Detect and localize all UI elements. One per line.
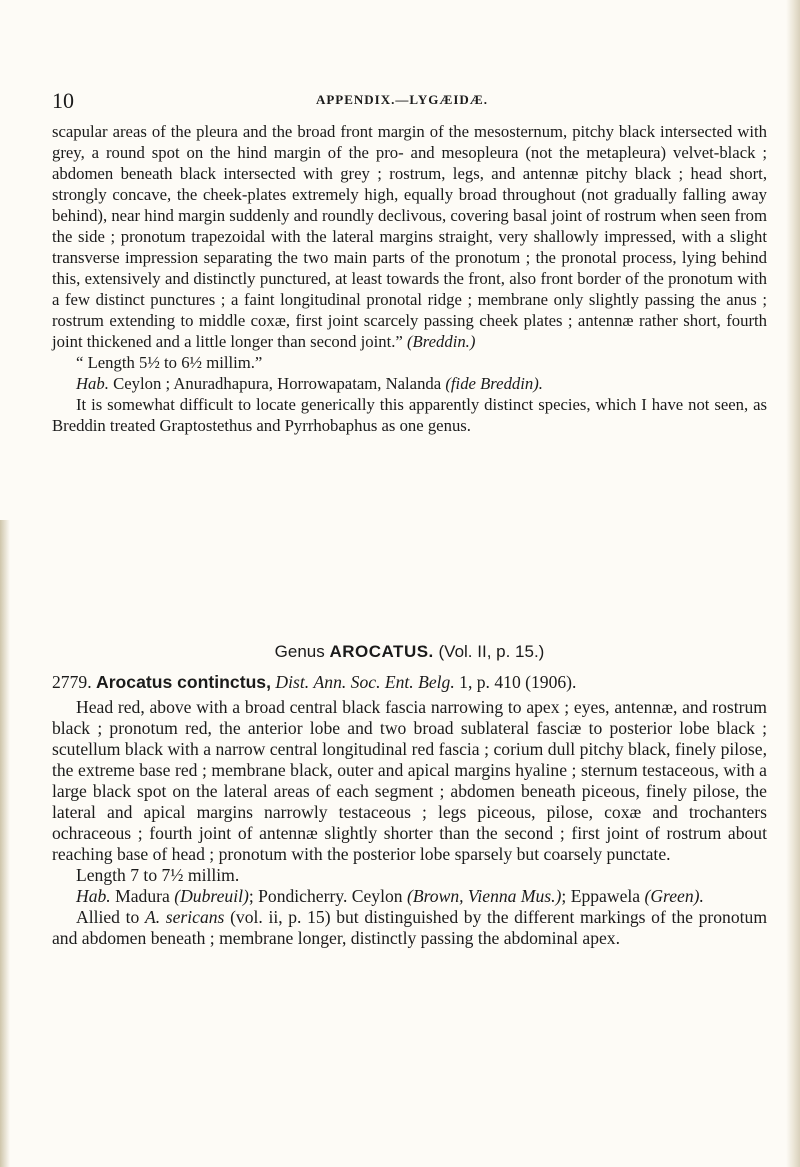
genus-heading: Genus AROCATUS. (Vol. II, p. 15.) (274, 642, 545, 661)
running-head: APPENDIX.—LYGÆIDÆ. (315, 92, 489, 107)
arocatus-section (52, 672, 767, 949)
pyrrhobaphus-section (52, 121, 767, 436)
species-name: Arocatus continctus, (96, 672, 271, 692)
page-number: 10 (52, 88, 74, 113)
length-line: “ Length 5½ to 6½ millim.” (76, 353, 263, 372)
length-line: Length 7 to 7½ millim. (76, 865, 240, 885)
citation: (Breddin.) (406, 332, 476, 351)
habitat-line: Hab. Ceylon ; Anuradhapura, Horrowapatam, Nalanda (fide Breddin). (76, 374, 543, 393)
page-edge-shadow-left (0, 520, 10, 1167)
genus-name: AROCATUS. (329, 642, 434, 661)
species-description: Head red, above with a broad central black fascia narrowing to apex ; eyes, antennæ, and rostrum black ; pronotum red, the anterior lobe and two broad sublateral fasciæ to posterior lobe black ; scutellum black with a narrow central longitudinal red fascia ; corium dull pitchy black, finely pilose, the extreme base red ; membrane black, outer and apical margins hyaline ; sternum testaceous, with a large black spot on the lateral areas of each segment ; abdomen beneath piceous, finely pilose, the lateral and apical margins narrowly testaceous ; legs piceous, pilose, coxæ and trochanters ochraceous ; fourth joint of antennæ slightly shorter than the second ; first joint of rostrum about reaching base of head ; pronotum with the posterior lobe sparsely but coarsely punctate. (52, 697, 767, 864)
page-edge-shadow-right (786, 0, 800, 1167)
habitat-line: Hab. Madura (Dubreuil); Pondicherry. Ceylon (Brown, Vienna Mus.); Eppawela (Green). (76, 886, 704, 906)
remark-paragraph: It is somewhat difficult to locate generically this apparently distinct species, which I have not seen, as Breddin treated Graptostethus and Pyrrhobaphus as one genus. (52, 395, 767, 435)
page-header (52, 88, 752, 112)
species-entry-heading: 2779. Arocatus continctus, Dist. Ann. Soc. Ent. Belg. 1, p. 410 (1906). (52, 672, 577, 692)
description-continued: scapular areas of the pleura and the broad front margin of the mesosternum, pitchy black intersected with grey, a round spot on the hind margin of the pro- and mesopleura (not the metapleura) velvet-black ; abdomen beneath black intersected with grey ; rostrum, legs, and antennæ pitchy black ; head short, strongly concave, the cheek-plates extremely high, equally broad throughout (not gradually falling away behind), near hind margin suddenly and roundly declivous, covering basal joint of rostrum when seen from the side ; pronotum trapezoidal with the lateral margins straight, very shallowly impressed, with a slight transverse impression separating the two main parts of the pronotum ; the pronotal process, lying behind this, extensively and distinctly punctured, at least towards the front, also front border of the pronotum with a few distinct punctures ; a faint longitudinal pronotal ridge ; membrane only slightly passing the anus ; rostrum extending to middle coxæ, first joint scarcely passing cheek plates ; antennæ rather short, fourth joint thickened and a little longer than second joint.” (Breddin.) (52, 122, 767, 351)
allied-remark: Allied to A. sericans (vol. ii, p. 15) but distinguished by the different markings of the pronotum and abdomen beneath ; membrane longer, distinctly passing the abdominal apex. (52, 907, 768, 948)
